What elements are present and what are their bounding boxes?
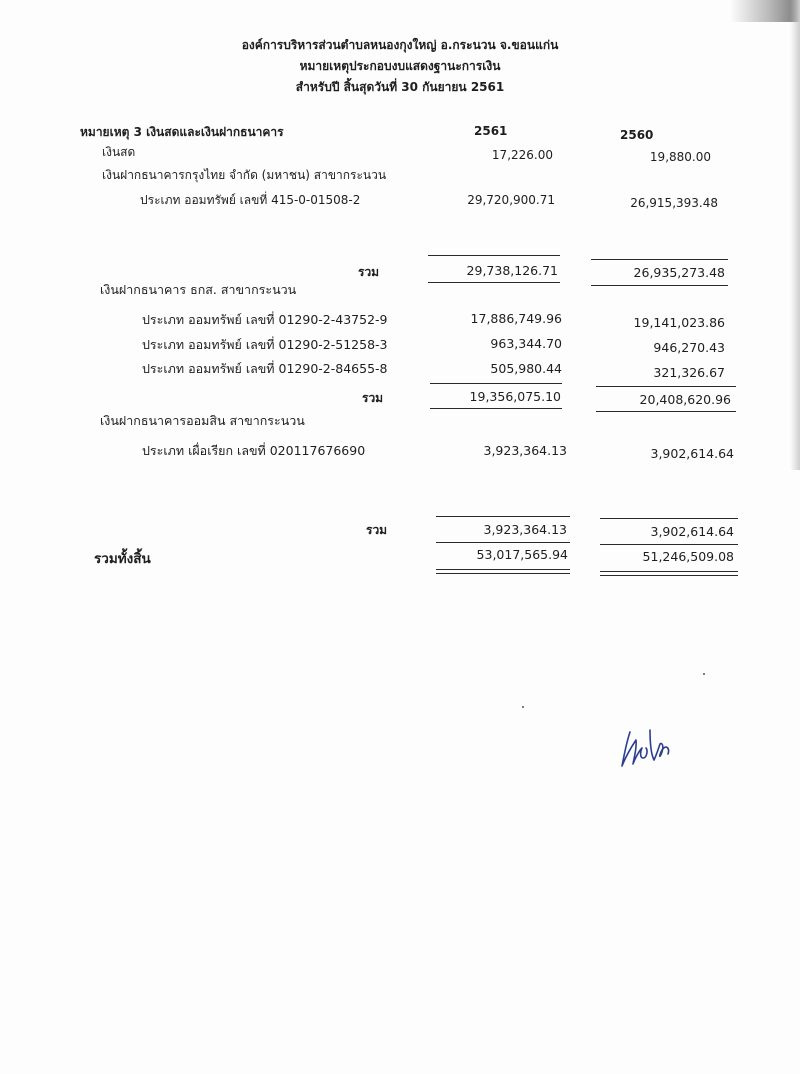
gsb-account-current: 3,923,364.13 [483,443,567,458]
year-previous-header: 2560 [620,128,654,142]
baac-account-2-current: 963,344.70 [490,336,562,351]
baac-account-3-current: 505,980.44 [490,361,562,376]
baac-bank-label: เงินฝากธนาคาร ธกส. สาขากระนวน [100,282,297,297]
ktb-subtotal-rule-current [428,255,560,256]
baac-account-3-label: ประเภท ออมทรัพย์ เลขที่ 01290-2-84655-8 [142,361,388,376]
ktb-subtotal-underline-current [428,282,560,283]
gsb-subtotal-rule-previous [600,518,738,519]
gsb-subtotal-underline-current [436,542,570,543]
baac-account-2-previous: 946,270.43 [653,340,725,355]
gsb-subtotal-current: 3,923,364.13 [483,522,567,537]
baac-account-1-previous: 19,141,023.86 [633,315,725,330]
signature-mark [618,722,678,772]
paper-speck [522,706,524,708]
baac-subtotal-previous: 20,408,620.96 [639,392,731,407]
ktb-subtotal-previous: 26,935,273.48 [633,265,725,280]
org-name: องค์การบริหารส่วนตำบลหนองกุงใหญ่ อ.กระนวน จ.ขอนแก่น [241,38,559,52]
gsb-account-label: ประเภท เผื่อเรียก เลขที่ 020117676690 [142,443,366,458]
ktb-account-current: 29,720,900.71 [467,193,555,207]
grand-total-label: รวมทั้งสิ้น [94,551,151,567]
grand-total-current: 53,017,565.94 [476,547,568,562]
baac-account-2-label: ประเภท ออมทรัพย์ เลขที่ 01290-2-51258-3 [142,337,388,352]
ktb-subtotal-rule-previous [591,259,728,260]
grand-total-previous: 51,246,509.08 [642,549,734,564]
ktb-account-label: ประเภท ออมทรัพย์ เลขที่ 415-0-01508-2 [140,193,361,207]
paper-speck [703,673,705,675]
gsb-account-previous: 3,902,614.64 [650,446,734,461]
grand-total-double-rule-previous [600,571,738,576]
ktb-bank-label: เงินฝากธนาคารกรุงไทย จำกัด (มหาชน) สาขากระนวน [102,168,387,182]
cash-label: เงินสด [102,145,136,159]
ktb-account-previous: 26,915,393.48 [630,196,718,210]
gsb-subtotal-label: รวม [366,523,388,537]
baac-subtotal-rule-current [430,383,562,384]
statement-title: หมายเหตุประกอบงบแสดงฐานะการเงิน [299,59,501,73]
ktb-subtotal-underline-previous [591,285,728,286]
gsb-bank-label: เงินฝากธนาคารออมสิน สาขากระนวน [100,413,305,428]
grand-total-double-rule-current [436,569,570,574]
gsb-subtotal-previous: 3,902,614.64 [650,524,734,539]
gsb-subtotal-rule-current [436,516,570,517]
ktb-subtotal-label: รวม [358,265,380,279]
year-current-header: 2561 [474,124,508,138]
cash-current: 17,226.00 [491,148,553,162]
baac-account-1-label: ประเภท ออมทรัพย์ เลขที่ 01290-2-43752-9 [142,312,388,327]
ktb-subtotal-current: 29,738,126.71 [466,263,558,278]
gsb-subtotal-underline-previous [600,544,738,545]
baac-subtotal-current: 19,356,075.10 [469,389,561,404]
baac-subtotal-rule-previous [596,386,736,387]
period-line: สำหรับปี สิ้นสุดวันที่ 30 กันยายน 2561 [295,80,505,94]
baac-subtotal-underline-current [430,408,562,409]
baac-subtotal-label: รวม [362,391,384,405]
baac-account-1-current: 17,886,749.96 [470,311,562,326]
note-title: หมายเหตุ 3 เงินสดและเงินฝากธนาคาร [80,125,284,139]
cash-previous: 19,880.00 [649,150,711,164]
baac-subtotal-underline-previous [596,411,736,412]
baac-account-3-previous: 321,326.67 [653,365,725,380]
